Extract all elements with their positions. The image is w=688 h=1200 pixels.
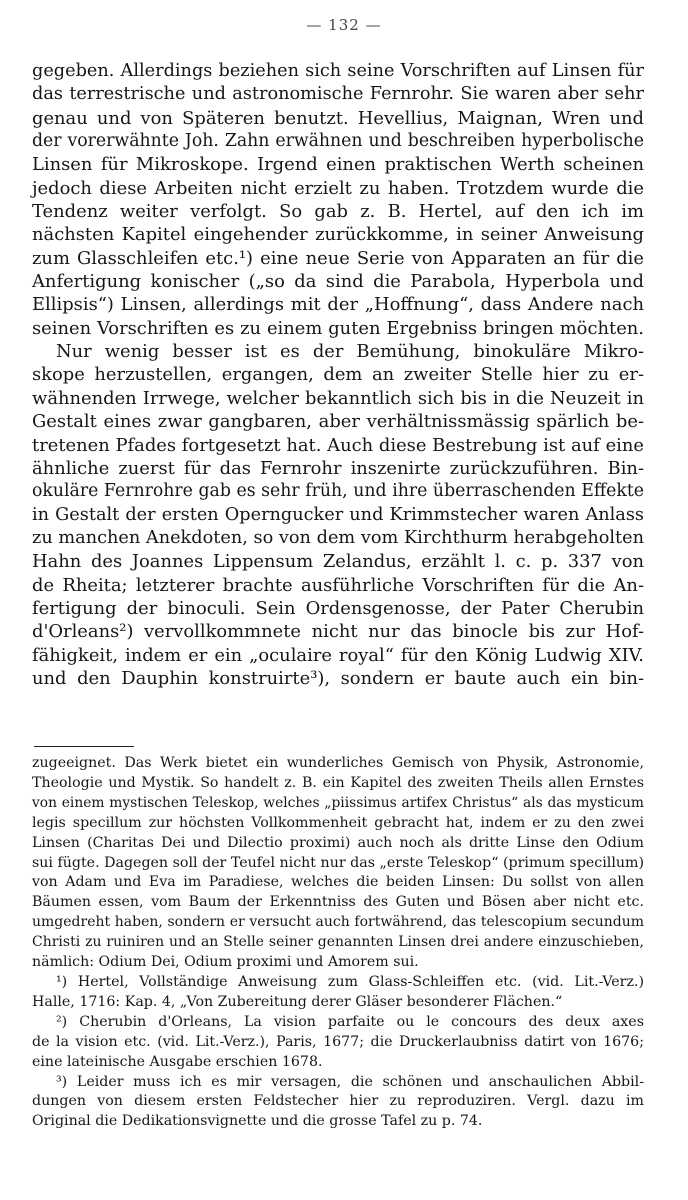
footnote-1: ¹) Hertel, Vollständige Anweisung zum Glass-Schleiffen etc. (vid. Lit.-Verz.) <box>56 973 644 990</box>
footnote-line: Original die Dedikationsvignette und die grosse Tafel zu p. 74. <box>32 1113 483 1130</box>
body-line: Tendenz weiter verfolgt. So gab z. B. Hertel, auf den ich im <box>32 201 644 223</box>
main-text <box>32 60 644 690</box>
body-line: in Gestalt der ersten Operngucker und Krimmstecher waren Anlass <box>32 504 644 525</box>
footnote-line: Halle, 1716: Kap. 4, „Von Zubereitung derer Gläser besonderer Flächen.“ <box>32 993 563 1010</box>
body-line: das terrestrische und astronomische Fernrohr. Sie waren aber sehr <box>32 84 644 105</box>
footnote-line: Christi zu ruiniren und an Stelle seiner genannten Linsen drei andere einzuschieben, <box>32 934 644 951</box>
body-line: wähnenden Irrwege, welcher bekanntlich sich bis in die Neuzeit in <box>32 387 644 409</box>
body-line: de Rheita; letzterer brachte ausführliche Vorschriften für die An- <box>32 574 644 596</box>
body-line: ähnliche zuerst für das Fernrohr inszenirte zurückzuführen. Bin- <box>32 457 644 479</box>
footnote-separator <box>34 746 134 747</box>
body-line: genau und von Späteren benutzt. Hevellius, Maignan, Wren und <box>32 107 644 129</box>
body-line: zu manchen Anekdoten, so von dem vom Kirchthurm herabgeholten <box>32 527 644 548</box>
body-line: der vorerwähnte Joh. Zahn erwähnen und beschreiben hyperbolische <box>32 131 644 152</box>
footnote-2: ²) Cherubin d'Orleans, La vision parfaite ou le concours des deux axes <box>56 1013 644 1030</box>
body-line: Hahn des Joannes Lippensum Zelandus, erzählt l. c. p. 337 von <box>32 551 644 573</box>
body-line: okuläre Fernrohre gab es sehr früh, und ihre überraschenden Effekte <box>32 481 644 502</box>
body-line: Linsen für Mikroskope. Irgend einen praktischen Werth scheinen <box>32 154 644 176</box>
body-line: nächsten Kapitel eingehender zurückkomme, in seiner Anweisung <box>32 224 644 246</box>
page-number: — 132 — <box>306 16 382 34</box>
footnote-line: nämlich: Odium Dei, Odium proximi und Amorem sui. <box>32 954 419 971</box>
body-line: Nur wenig besser ist es der Bemühung, binokuläre Mikro- <box>56 341 644 363</box>
body-line: skope herzustellen, ergangen, dem an zweiter Stelle hier zu er- <box>32 364 644 386</box>
footnote-line: Linsen (Charitas Dei und Dilectio proximi) auch noch als dritte Linse den Odium <box>32 834 644 851</box>
body-line: Gestalt eines zwar gangbaren, aber verhältnissmässig spärlich be- <box>32 411 644 433</box>
footnote-line: dungen von diesem ersten Feldstecher hier zu reproduziren. Vergl. dazu im <box>32 1093 644 1110</box>
footnotes <box>32 754 644 1132</box>
footnote-line: Theologie und Mystik. So handelt z. B. ein Kapitel des zweiten Theils allen Ernstes <box>32 774 644 791</box>
body-line: jedoch diese Arbeiten nicht erzielt zu haben. Trotzdem wurde die <box>32 177 644 199</box>
footnote-line: von einem mystischen Teleskop, welches „piissimus artifex Christus“ als das mysticum <box>32 794 644 811</box>
body-line: seinen Vorschriften es zu einem guten Ergebniss bringen möchten. <box>32 317 644 339</box>
footnote-line: legis specillum zur höchsten Vollkommenheit gebracht hat, indem er zu den zwei <box>32 814 644 831</box>
footnote-line: de la vision etc. (vid. Lit.-Verz.), Paris, 1677; die Druckerlaubniss datirt von 1676; <box>32 1033 644 1050</box>
footnote-line: Bäumen essen, vom Baum der Erkenntniss des Guten und Bösen aber nicht etc. <box>32 894 644 911</box>
body-line: gegeben. Allerdings beziehen sich seine Vorschriften auf Linsen für <box>32 61 644 81</box>
footnote-line: eine lateinische Ausgabe erschien 1678. <box>32 1053 323 1070</box>
body-line: Ellipsis“) Linsen, allerdings mit der „Hoffnung“, dass Andere nach <box>32 294 644 316</box>
body-line: fähigkeit, indem er ein „oculaire royal“ für den König Ludwig XIV. <box>32 644 644 666</box>
body-line: zum Glasschleifen etc.¹) eine neue Serie von Apparaten an für die <box>32 247 644 269</box>
body-line: fertigung der binoculi. Sein Ordensgenosse, der Pater Cherubin <box>32 597 644 619</box>
footnote-3: ³) Leider muss ich es mir versagen, die schönen und anschaulichen Abbil- <box>56 1073 644 1090</box>
footnote-line: umgedreht haben, sondern er versucht auch fortwährend, das telescopium secundum <box>32 914 644 931</box>
body-line: d'Orleans²) vervollkommnete nicht nur das binocle bis zur Hof- <box>32 621 644 643</box>
footnote-line: von Adam und Eva im Paradiese, welches die beiden Linsen: Du sollst von allen <box>32 874 644 891</box>
body-line: und den Dauphin konstruirte³), sondern er baute auch ein bin- <box>32 667 644 689</box>
body-line: Anfertigung konischer („so da sind die Parabola, Hyperbola und <box>32 271 644 293</box>
footnote-line: zugeeignet. Das Werk bietet ein wunderliches Gemisch von Physik, Astronomie, <box>32 755 644 771</box>
body-line: tretenen Pfades fortgesetzt hat. Auch diese Bestrebung ist auf eine <box>32 434 644 456</box>
footnote-line: sui fügte. Dagegen soll der Teufel nicht nur das „erste Teleskop“ (primum specillum) <box>32 854 644 871</box>
